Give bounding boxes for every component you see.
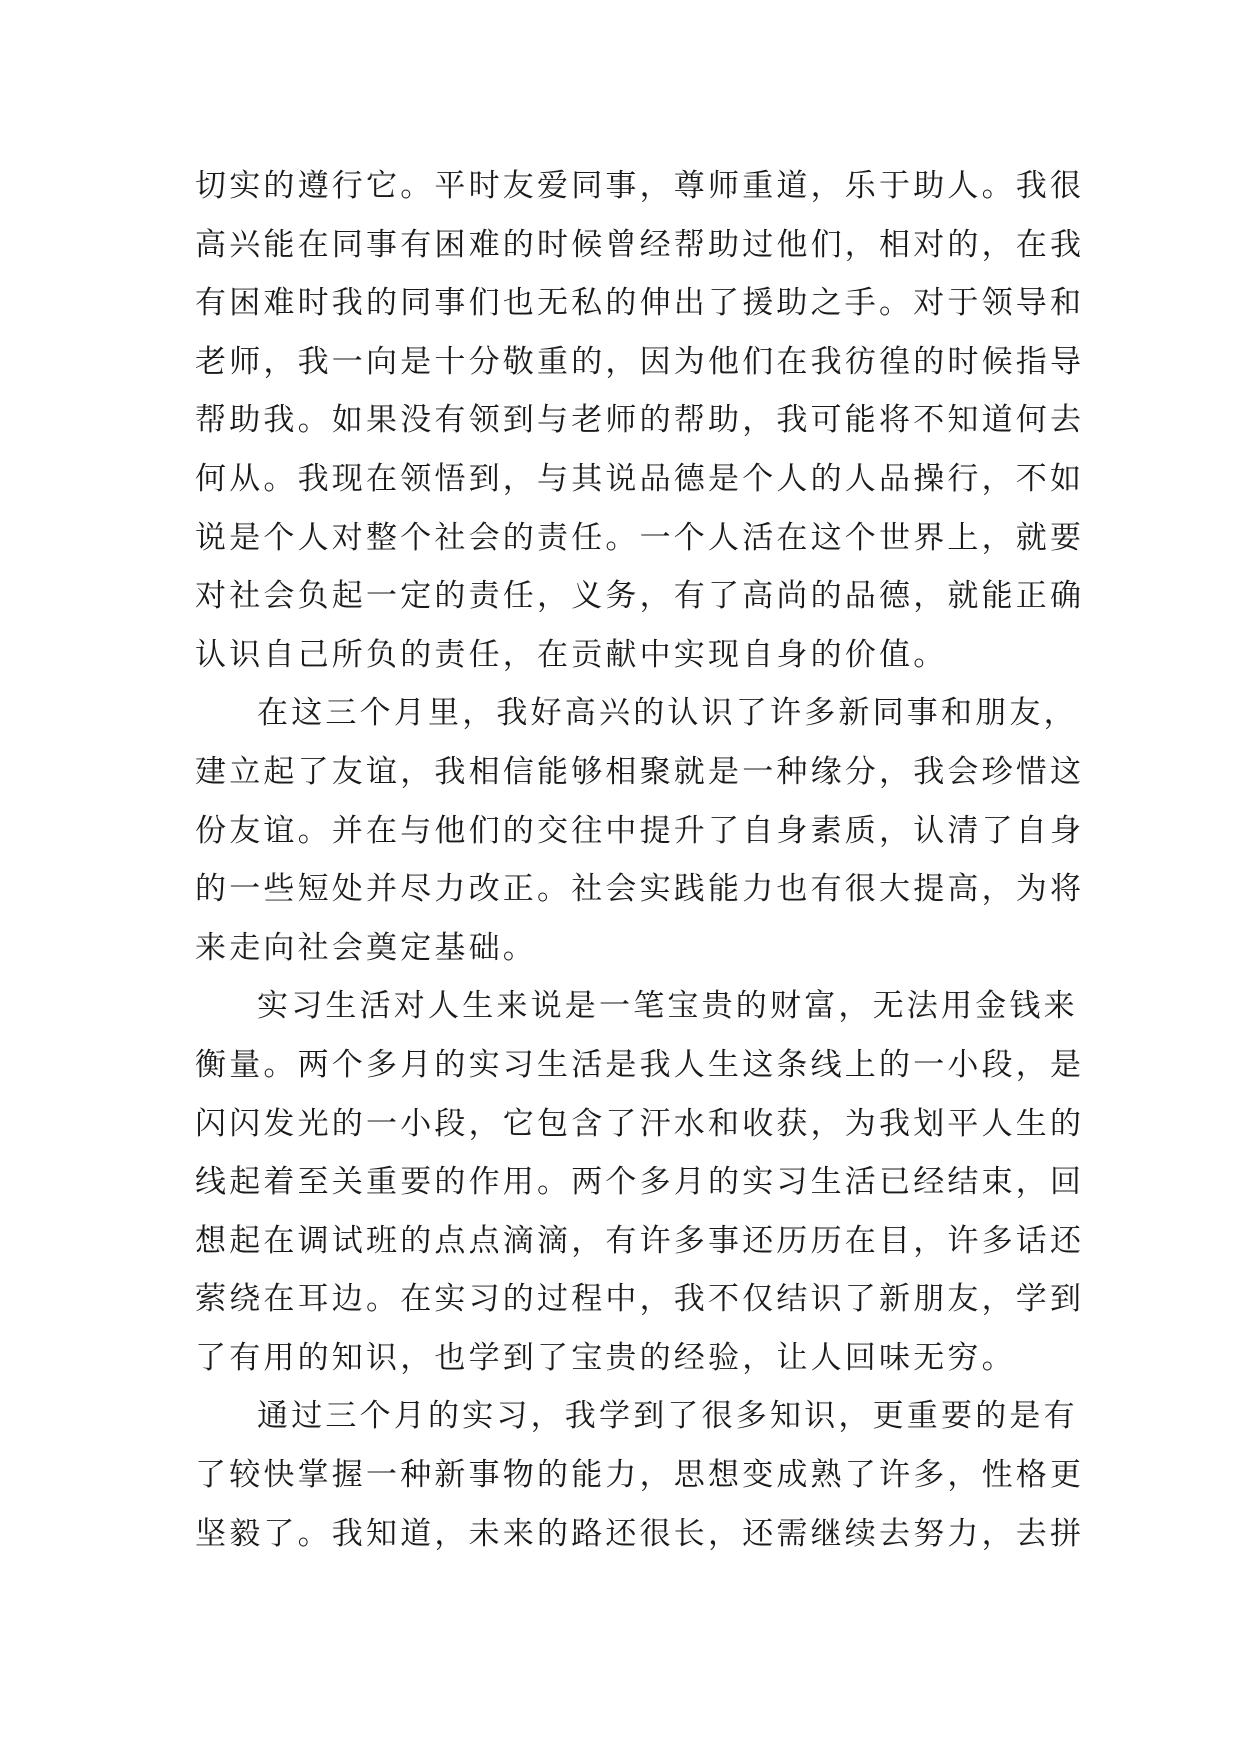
text-line: 说是个人对整个社会的责任。一个人活在这个世界上，就要 — [195, 519, 1085, 556]
text-line: 份友谊。并在与他们的交往中提升了自身素质，认清了自身 — [195, 812, 1085, 849]
text-line: 了较快掌握一种新事物的能力，思想变成熟了许多，性格更 — [195, 1457, 1085, 1494]
text-line: 来走向社会奠定基础。 — [195, 929, 537, 966]
paragraph-3 — [195, 977, 1085, 1387]
text-line: 有困难时我的同事们也无私的伸出了援助之手。对于领导和 — [195, 285, 1085, 322]
paragraph-1 — [195, 157, 1085, 684]
text-line: 坚毅了。我知道，未来的路还很长，还需继续去努力，去拼 — [195, 1515, 1085, 1552]
text-line: 高兴能在同事有困难的时候曾经帮助过他们，相对的，在我 — [195, 226, 1085, 263]
text-line: 在这三个月里，我好高兴的认识了许多新同事和朋友， — [257, 695, 1078, 732]
document-body — [195, 157, 1085, 1563]
text-line: 的一些短处并尽力改正。社会实践能力也有很大提高，为将 — [195, 871, 1085, 908]
text-line: 萦绕在耳边。在实习的过程中，我不仅结识了新朋友，学到 — [195, 1281, 1085, 1318]
text-line: 通过三个月的实习，我学到了很多知识，更重要的是有 — [257, 1398, 1078, 1435]
text-line: 何从。我现在领悟到，与其说品德是个人的人品操行，不如 — [195, 460, 1085, 497]
text-line: 线起着至关重要的作用。两个多月的实习生活已经结束，回 — [195, 1164, 1085, 1201]
paragraph-2 — [195, 684, 1085, 977]
text-line: 建立起了友谊，我相信能够相聚就是一种缘分，我会珍惜这 — [195, 753, 1085, 790]
text-line: 老师，我一向是十分敬重的，因为他们在我彷徨的时候指导 — [195, 343, 1085, 380]
text-line: 认识自己所负的责任，在贡献中实现自身的价值。 — [195, 636, 948, 673]
text-line: 了有用的知识，也学到了宝贵的经验，让人回味无穷。 — [195, 1339, 1016, 1376]
text-line: 对社会负起一定的责任，义务，有了高尚的品德，就能正确 — [195, 578, 1085, 615]
text-line: 衡量。两个多月的实习生活是我人生这条线上的一小段，是 — [195, 1046, 1085, 1083]
paragraph-4 — [195, 1387, 1085, 1563]
text-line: 闪闪发光的一小段，它包含了汗水和收获，为我划平人生的 — [195, 1105, 1085, 1142]
text-line: 想起在调试班的点点滴滴，有许多事还历历在目，许多话还 — [195, 1222, 1085, 1259]
text-line: 切实的遵行它。平时友爱同事，尊师重道，乐于助人。我很 — [195, 168, 1085, 204]
text-line: 实习生活对人生来说是一笔宝贵的财富，无法用金钱来 — [257, 988, 1078, 1025]
text-line: 帮助我。如果没有领到与老师的帮助，我可能将不知道何去 — [195, 402, 1085, 439]
